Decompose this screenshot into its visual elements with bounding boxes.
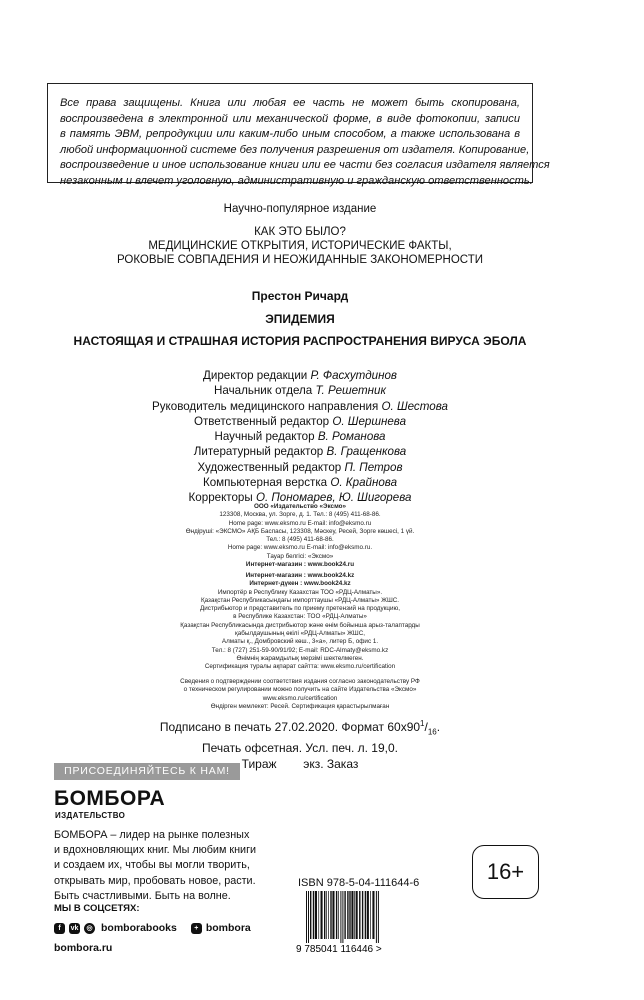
- staff-name: В. Гращенкова: [326, 445, 407, 459]
- isbn: ISBN 978-5-04-111644-6: [298, 877, 420, 889]
- publisher-line: Импортёр в Республику Казахстан ТОО «РДЦ-Алматы».: [217, 588, 383, 596]
- certification-line: о техническом регулировании можно получить на сайте Издательства «Эксмо»: [183, 686, 417, 694]
- staff-name: В. Романова: [317, 430, 386, 444]
- barcode-bar: [344, 891, 345, 939]
- copyright-notice-box: [47, 83, 550, 187]
- series-line: РОКОВЫЕ СОВПАДЕНИЯ И НЕОЖИДАННЫЕ ЗАКОНОМЕРНОСТИ: [116, 254, 483, 266]
- staff-role: Директор редакции: [203, 369, 308, 382]
- staff-row: [0, 399, 600, 414]
- publisher-line: Дистрибьютор и представитель по приему претензий на продукцию,: [200, 605, 400, 613]
- staff-name: О. Пономарев, Ю. Шигорева: [255, 491, 412, 505]
- barcode-bar: [376, 891, 377, 943]
- barcode-bar: [330, 891, 331, 939]
- book-subtitle: НАСТОЯЩАЯ И СТРАШНАЯ ИСТОРИЯ РАСПРОСТРАНЕНИЯ ВИРУСА ЭБОЛА: [73, 334, 527, 348]
- staff-name: О. Шершнева: [332, 414, 407, 428]
- barcode-bar: [324, 891, 325, 939]
- publisher-line: Сертификация туралы ақпарат сайтта: www.eksmo.ru/certification: [204, 663, 396, 671]
- staff-row: [0, 368, 600, 383]
- social-links: [54, 922, 251, 934]
- barcode-bar: [328, 891, 329, 939]
- barcode-bar: [308, 891, 309, 943]
- barcode-bar: [336, 891, 337, 939]
- barcode-bar: [342, 891, 343, 943]
- vk-icon[interactable]: vk: [70, 924, 79, 932]
- publisher-line: Интернет-магазин : www.book24.ru: [245, 561, 355, 569]
- publisher-line: Home page: www.eksmo.ru E-mail: info@eksmo.ru.: [227, 544, 373, 552]
- about-line: и вдохновляющих книг. Мы любим книги: [54, 844, 257, 857]
- about-line: Быть счастливыми. Быть на волне.: [54, 889, 231, 902]
- series-line: МЕДИЦИНСКИЕ ОТКРЫТИЯ, ИСТОРИЧЕСКИЕ ФАКТЫ,: [148, 240, 452, 252]
- barcode-bar: [354, 891, 355, 939]
- barcode-bar: [370, 891, 371, 939]
- barcode-bar: [362, 891, 363, 939]
- certification-info: [0, 678, 600, 711]
- website-link[interactable]: bombora.ru: [54, 942, 113, 954]
- copyright-line: воспроизведена в электронной или механической форме, в виде фотокопии, записи: [60, 112, 520, 125]
- certification-line: Өндірген мемлекет: Ресей. Сертификация қарастырылмаған: [210, 702, 390, 710]
- copyright-line: незаконным и влечет уголовную, административную и гражданскую ответственность.: [60, 174, 533, 187]
- barcode-bar: [347, 891, 348, 939]
- staff-role: Литературный редактор: [193, 445, 324, 459]
- publisher-line: Тауар белгісі: «Эксмо»: [266, 552, 334, 560]
- bombora-logo: БОМБОРА: [54, 787, 166, 810]
- bombora-logo-subtitle: ИЗДАТЕЛЬСТВО: [55, 811, 126, 820]
- publisher-line: Тел.: 8 (727) 251-59-90/91/92; E-mail: RDC-Almaty@eksmo.kz: [211, 646, 389, 654]
- staff-role: Начальник отдела: [214, 384, 313, 398]
- barcode-bar: [372, 891, 374, 939]
- print-line-format: Подписано в печать 27.02.2020. Формат $60x90^1/_{16}$.: [159, 719, 441, 737]
- staff-role: Корректоры: [188, 491, 253, 505]
- publisher-line: Өндіруші: «ЭКСМО» АҚБ Баспасы, 123308, Мәскеу, Ресей, Зорге көшесі, 1 үй.: [185, 527, 415, 535]
- facebook-icon[interactable]: f: [54, 923, 65, 934]
- barcode-bar: [321, 891, 323, 939]
- print-line-offset: Печать офсетная. Усл. печ. л. 19,0.: [202, 741, 398, 756]
- staff-row: [0, 475, 600, 490]
- series-line: КАК ЭТО БЫЛО?: [254, 226, 346, 238]
- barcode-bar: [340, 891, 341, 943]
- barcode-bar: [359, 891, 360, 939]
- barcode-bar: [365, 891, 366, 939]
- about-line: и создаем их, чтобы вы могли творить,: [54, 859, 250, 872]
- staff-row: [0, 383, 600, 398]
- about-line: открывать мир, пробовать новое, расти.: [54, 874, 256, 887]
- copyright-line: в память ЭВМ, репродукции или каким-либо иным способом, а также использована в: [60, 128, 520, 140]
- publisher-line: Өнімнің жарамдылық мерзімі шектелмеген.: [236, 654, 364, 662]
- copyright-line: воспроизведение и иное использование книги или ее части без согласия издателя является: [60, 159, 550, 171]
- publisher-line: Тел.: 8 (495) 411-68-86.: [266, 536, 334, 544]
- publisher-line: 123308, Москва, ул. Зорге, д. 1. Тел.: 8 (495) 411-68-86.: [219, 511, 381, 519]
- publisher-line: Қазақстан Республикасындағы импорттаушы «РДЦ-Алматы» ЖШС.: [200, 596, 400, 604]
- staff-row: [0, 414, 600, 429]
- staff-row: [0, 429, 600, 444]
- barcode-bar: [306, 891, 307, 943]
- barcode-bar: [356, 891, 358, 939]
- certification-line: Сведения о подтверждении соответствия издания согласно законодательству РФ: [180, 678, 420, 685]
- publisher-line: Home page: www.eksmo.ru E-mail: info@eksmo.ru: [228, 519, 372, 527]
- copyright-line: любой информационной системе без получения разрешения от издателя. Копирование,: [60, 143, 530, 156]
- instagram-icon[interactable]: ◎: [84, 923, 95, 934]
- publisher-info-kz: [0, 572, 600, 672]
- author: Престон Ричард: [251, 289, 349, 303]
- publisher-line: Қазақстан Республикасында дистрибьютор және өнім бойынша арыз-талаптарды: [180, 621, 420, 629]
- edition-type: Научно-популярное издание: [223, 203, 377, 215]
- publisher-line: Алматы қ., Домбровский көш., 3«а», литер Б, офис 1.: [221, 638, 379, 646]
- staff-name: П. Петров: [344, 460, 403, 474]
- staff-role: Руководитель медицинского направления: [152, 399, 379, 413]
- staff-list: [0, 368, 600, 506]
- plus-icon[interactable]: +: [191, 923, 202, 934]
- staff-row: [0, 444, 600, 459]
- barcode-bar: [313, 891, 314, 939]
- publisher-line: в Республике Казахстан: ТОО «РДЦ-Алматы»: [233, 613, 367, 621]
- barcode-bar: [332, 891, 334, 939]
- join-us-banner: ПРИСОЕДИНЯЙТЕСЬ К НАМ!: [54, 763, 240, 780]
- barcode-bar: [367, 891, 369, 939]
- barcode-bar: [315, 891, 317, 939]
- copyright-line: Все права защищены. Книга или любая ее часть не может быть скопирована,: [60, 97, 520, 109]
- barcode-digits: 9 785041 116446 >: [296, 944, 382, 955]
- staff-name: Т. Решетник: [315, 384, 386, 398]
- barcode-bars: [306, 891, 379, 943]
- staff-name: Р. Фасхутдинов: [310, 369, 397, 382]
- publisher-info-ru: [0, 503, 600, 569]
- barcode-bar: [318, 891, 319, 939]
- barcode-bar: [349, 891, 350, 939]
- barcode-bar: [310, 891, 311, 939]
- barcode: [294, 891, 434, 955]
- publisher-line: қабылдаушының өкілі «РДЦ-Алматы» ЖШС,: [234, 630, 365, 638]
- staff-role: Компьютерная верстка: [202, 476, 328, 490]
- publisher-line: ООО «Издательство «Эксмо»: [253, 503, 346, 510]
- staff-name: О. Шестова: [381, 399, 448, 413]
- staff-row: [0, 460, 600, 475]
- about-line: БОМБОРА – лидер на рынке полезных: [54, 829, 250, 841]
- barcode-bar: [326, 891, 327, 939]
- series-title: [0, 225, 600, 267]
- barcode-bar: [378, 891, 379, 943]
- age-rating-badge: 16+: [472, 845, 539, 899]
- book-title: ЭПИДЕМИЯ: [265, 312, 335, 326]
- publisher-line: Интернет-магазин : www.book24.kz: [245, 572, 355, 579]
- staff-role: Ответственный редактор: [193, 414, 330, 428]
- social-heading: МЫ В СОЦСЕТЯХ:: [54, 903, 140, 914]
- staff-role: Научный редактор: [214, 430, 315, 444]
- print-line-tirazh: Тираж экз. Заказ: [241, 757, 359, 772]
- certification-line: www.eksmo.ru/certification: [262, 694, 338, 702]
- social-handle-bombora[interactable]: bombora: [205, 922, 251, 934]
- barcode-bar: [338, 891, 339, 939]
- publisher-about: [54, 828, 284, 904]
- publisher-line: Интернет-дүкен : www.book24.kz: [249, 580, 351, 588]
- social-handle-bomborabooks[interactable]: bomborabooks: [101, 922, 177, 934]
- barcode-bar: [351, 891, 353, 939]
- staff-name: О. Крайнова: [330, 476, 398, 490]
- staff-role: Художественный редактор: [197, 460, 342, 474]
